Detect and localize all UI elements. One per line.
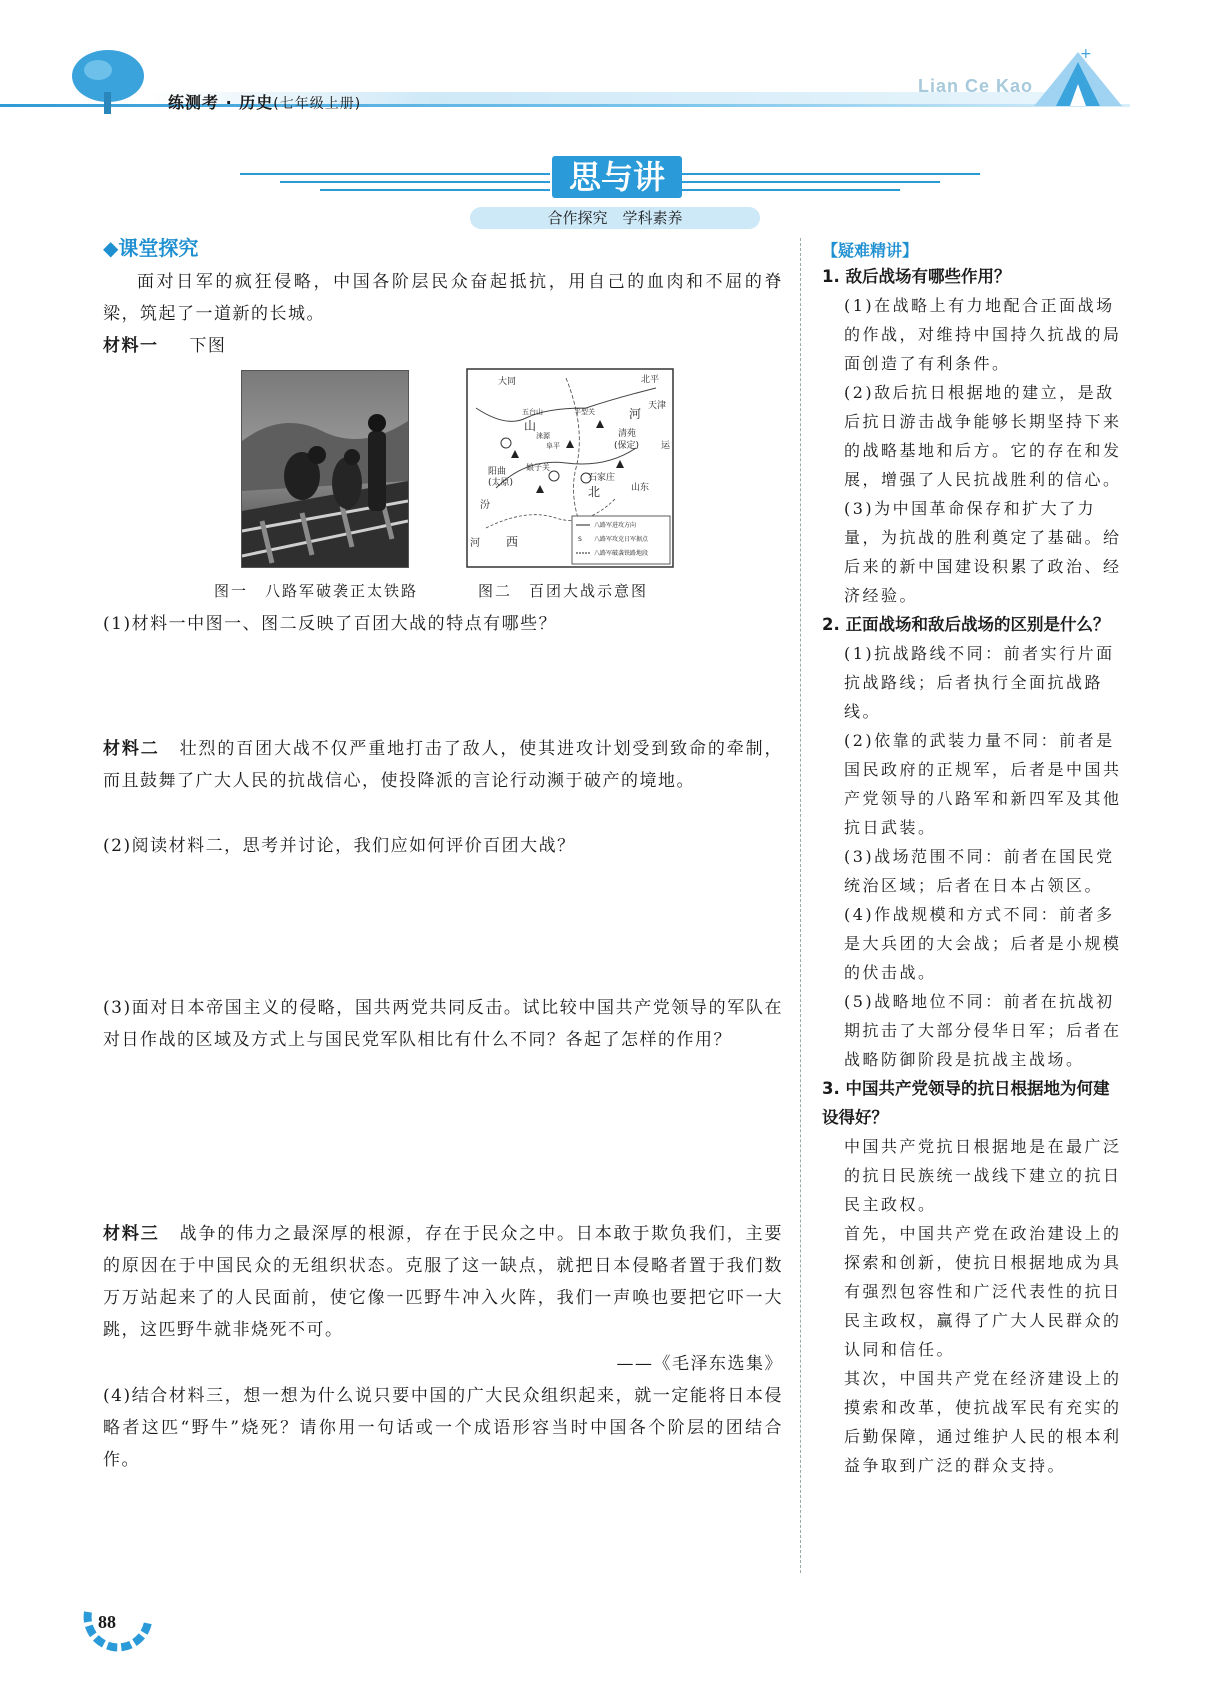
figure-1-caption: 图一 八路军破袭正太铁路: [214, 582, 419, 600]
material-2-text: 壮烈的百团大战不仅严重地打击了敌人，使其进攻计划受到致命的牵制，而且鼓舞了广大人民的抗战信心，使投降派的言论行动濒于破产的境地。: [103, 739, 784, 791]
side-question-2: 2. 正面战场和敌后战场的区别是什么？: [822, 615, 1110, 634]
svg-text:+: +: [1080, 46, 1092, 62]
map-label: (保定): [614, 441, 640, 451]
material-3-source: ——《毛泽东选集》: [616, 1354, 783, 1374]
map-label: (太原): [488, 478, 514, 488]
question-2: (2)阅读材料二，思考并讨论，我们应如何评价百团大战？: [103, 836, 576, 856]
side-answer: (2)敌后抗日根据地的建立，是敌后抗日游击战争能够长期坚持下来的战略基地和后方。它的存在和发展，增强了人民抗战胜利的信心。: [844, 383, 1122, 489]
map-label: 山东: [631, 483, 650, 493]
header-title: 练测考 · 历史(七年级上册): [168, 93, 362, 112]
banner-lines-right: [680, 170, 980, 198]
map-label: 阜平: [546, 442, 560, 450]
question-4: (4)结合材料三，想一想为什么说只要中国的广大民众组织起来，就一定能将日本侵略者这匹“野牛”烧死？请你用一句话或一个成语形容当时中国各个阶层的团结合作。: [103, 1386, 783, 1470]
side-question-3: 3. 中国共产党领导的抗日根据地为何建设得好？: [822, 1079, 1110, 1127]
side-answer: (2)依靠的武装力量不同：前者是国民政府的正规军，后者是中国共产党领导的八路军和新四军及其他抗日武装。: [844, 731, 1122, 837]
banner-title: 思与讲: [552, 156, 682, 198]
header-brand: Lian Ce Kao: [918, 76, 1034, 96]
map-label: 娘子关: [526, 463, 550, 472]
map-label: 石家庄: [588, 473, 616, 483]
material-1-text: 下图: [189, 336, 227, 356]
question-1: (1)材料一中图一、图二反映了百团大战的特点有哪些？: [103, 614, 558, 634]
tree-logo-icon: [68, 48, 148, 116]
map-label: 天津: [648, 401, 667, 411]
column-divider: [800, 238, 801, 1573]
svg-text:S: S: [578, 536, 582, 543]
figure-2-caption: 图二 百团大战示意图: [478, 582, 649, 600]
map-label: 北: [588, 485, 601, 499]
section-heading: ◆课堂探究: [103, 236, 199, 260]
railway-sabotage-photo: [241, 370, 409, 568]
map-label: 北平: [641, 375, 660, 385]
map-label: 山: [524, 419, 537, 433]
map-label: 清苑: [618, 429, 637, 439]
material-3-text: 战争的伟力之最深厚的根源，存在于民众之中。日本敢于欺负我们，主要的原因在于中国民众的无组织状态。克服了这一缺点，就把日本侵略者置于我们数万万站起来了的人民面前，使它像一匹野牛冲入火阵，我们一声唤也要把它吓一大跳，这匹野牛就非烧死不可。: [103, 1224, 784, 1340]
side-answer: 首先，中国共产党在政治建设上的探索和创新，使抗日根据地成为具有强烈包容性和广泛代表性的抗日民主政权，赢得了广大人民群众的认同和信任。: [844, 1224, 1122, 1359]
side-answer: 中国共产党抗日根据地是在最广泛的抗日民族统一战线下建立的抗日民主政权。: [844, 1137, 1122, 1214]
side-question-1: 1. 敌后战场有哪些作用？: [822, 267, 1011, 286]
page-number-badge-icon: [78, 1592, 158, 1662]
material-1-line: [103, 330, 226, 362]
side-answer: (4)作战规模和方式不同：前者多是大兵团的大会战；后者是小规模的伏击战。: [844, 905, 1122, 982]
map-legend-item: 八路军进攻方向: [594, 522, 637, 529]
map-label: 五台山: [522, 408, 543, 416]
question-3: (3)面对日本帝国主义的侵略，国共两党共同反击。试比较中国共产党领导的军队在对日作战的区域及方式上与国民党军队相比有什么不同？各起了怎样的作用？: [103, 998, 783, 1050]
map-legend-item: 八路军攻克日军据点: [594, 536, 649, 543]
map-label: 河: [629, 407, 642, 421]
side-answer: 其次，中国共产党在经济建设上的摸索和改革，使抗战军民有充实的后勤保障，通过维护人民的根本利益争取到广泛的群众支持。: [844, 1369, 1122, 1475]
map-label: 大同: [498, 377, 517, 387]
material-3-paragraph: [103, 1218, 783, 1346]
banner-subtitle: 合作探究 学科素养: [470, 207, 760, 229]
intro-paragraph: 面对日军的疯狂侵略，中国各阶层民众奋起抵抗，用自己的血肉和不屈的脊梁，筑起了一道新的长城。: [103, 272, 783, 324]
map-label: 平型关: [574, 408, 595, 416]
map-label: 涞源: [536, 432, 550, 440]
side-tag: 【疑难精讲】: [822, 241, 919, 260]
page-number: 88: [98, 1612, 116, 1632]
banner-lines-left: [240, 170, 550, 198]
side-panel: [822, 262, 1122, 1480]
side-answer: (1)在战略上有力地配合正面战场的作战，对维持中国持久抗战的局面创造了有利条件。: [844, 296, 1122, 373]
side-answer: (5)战略地位不同：前者在抗战初期抗击了大部分侵华日军；后者在战略防御阶段是抗战主战场。: [844, 992, 1122, 1069]
material-3-label: 材料三: [103, 1224, 160, 1244]
map-label: 阳曲: [488, 467, 507, 477]
map-label: 汾: [480, 500, 490, 511]
side-answer: (3)为中国革命保存和扩大了力量，为抗战的胜利奠定了基础。给后来的新中国建设积累了政治、经济经验。: [844, 499, 1122, 605]
material-2-paragraph: [103, 733, 783, 797]
hundred-regiments-map: [466, 368, 674, 568]
side-answer: (1)抗战路线不同：前者实行片面抗战路线；后者执行全面抗战路线。: [844, 644, 1115, 721]
map-legend-item: 八路军破袭铁路地段: [594, 550, 649, 557]
side-answer: (3)战场范围不同：前者在国民党统治区域；后者在日本占领区。: [844, 847, 1115, 895]
map-label: 西: [506, 535, 519, 549]
tent-logo-icon: [1030, 44, 1126, 110]
map-label: 河: [470, 538, 480, 549]
map-label: 运: [661, 441, 671, 451]
material-1-label: 材料一: [103, 336, 159, 356]
material-2-label: 材料二: [103, 739, 160, 759]
